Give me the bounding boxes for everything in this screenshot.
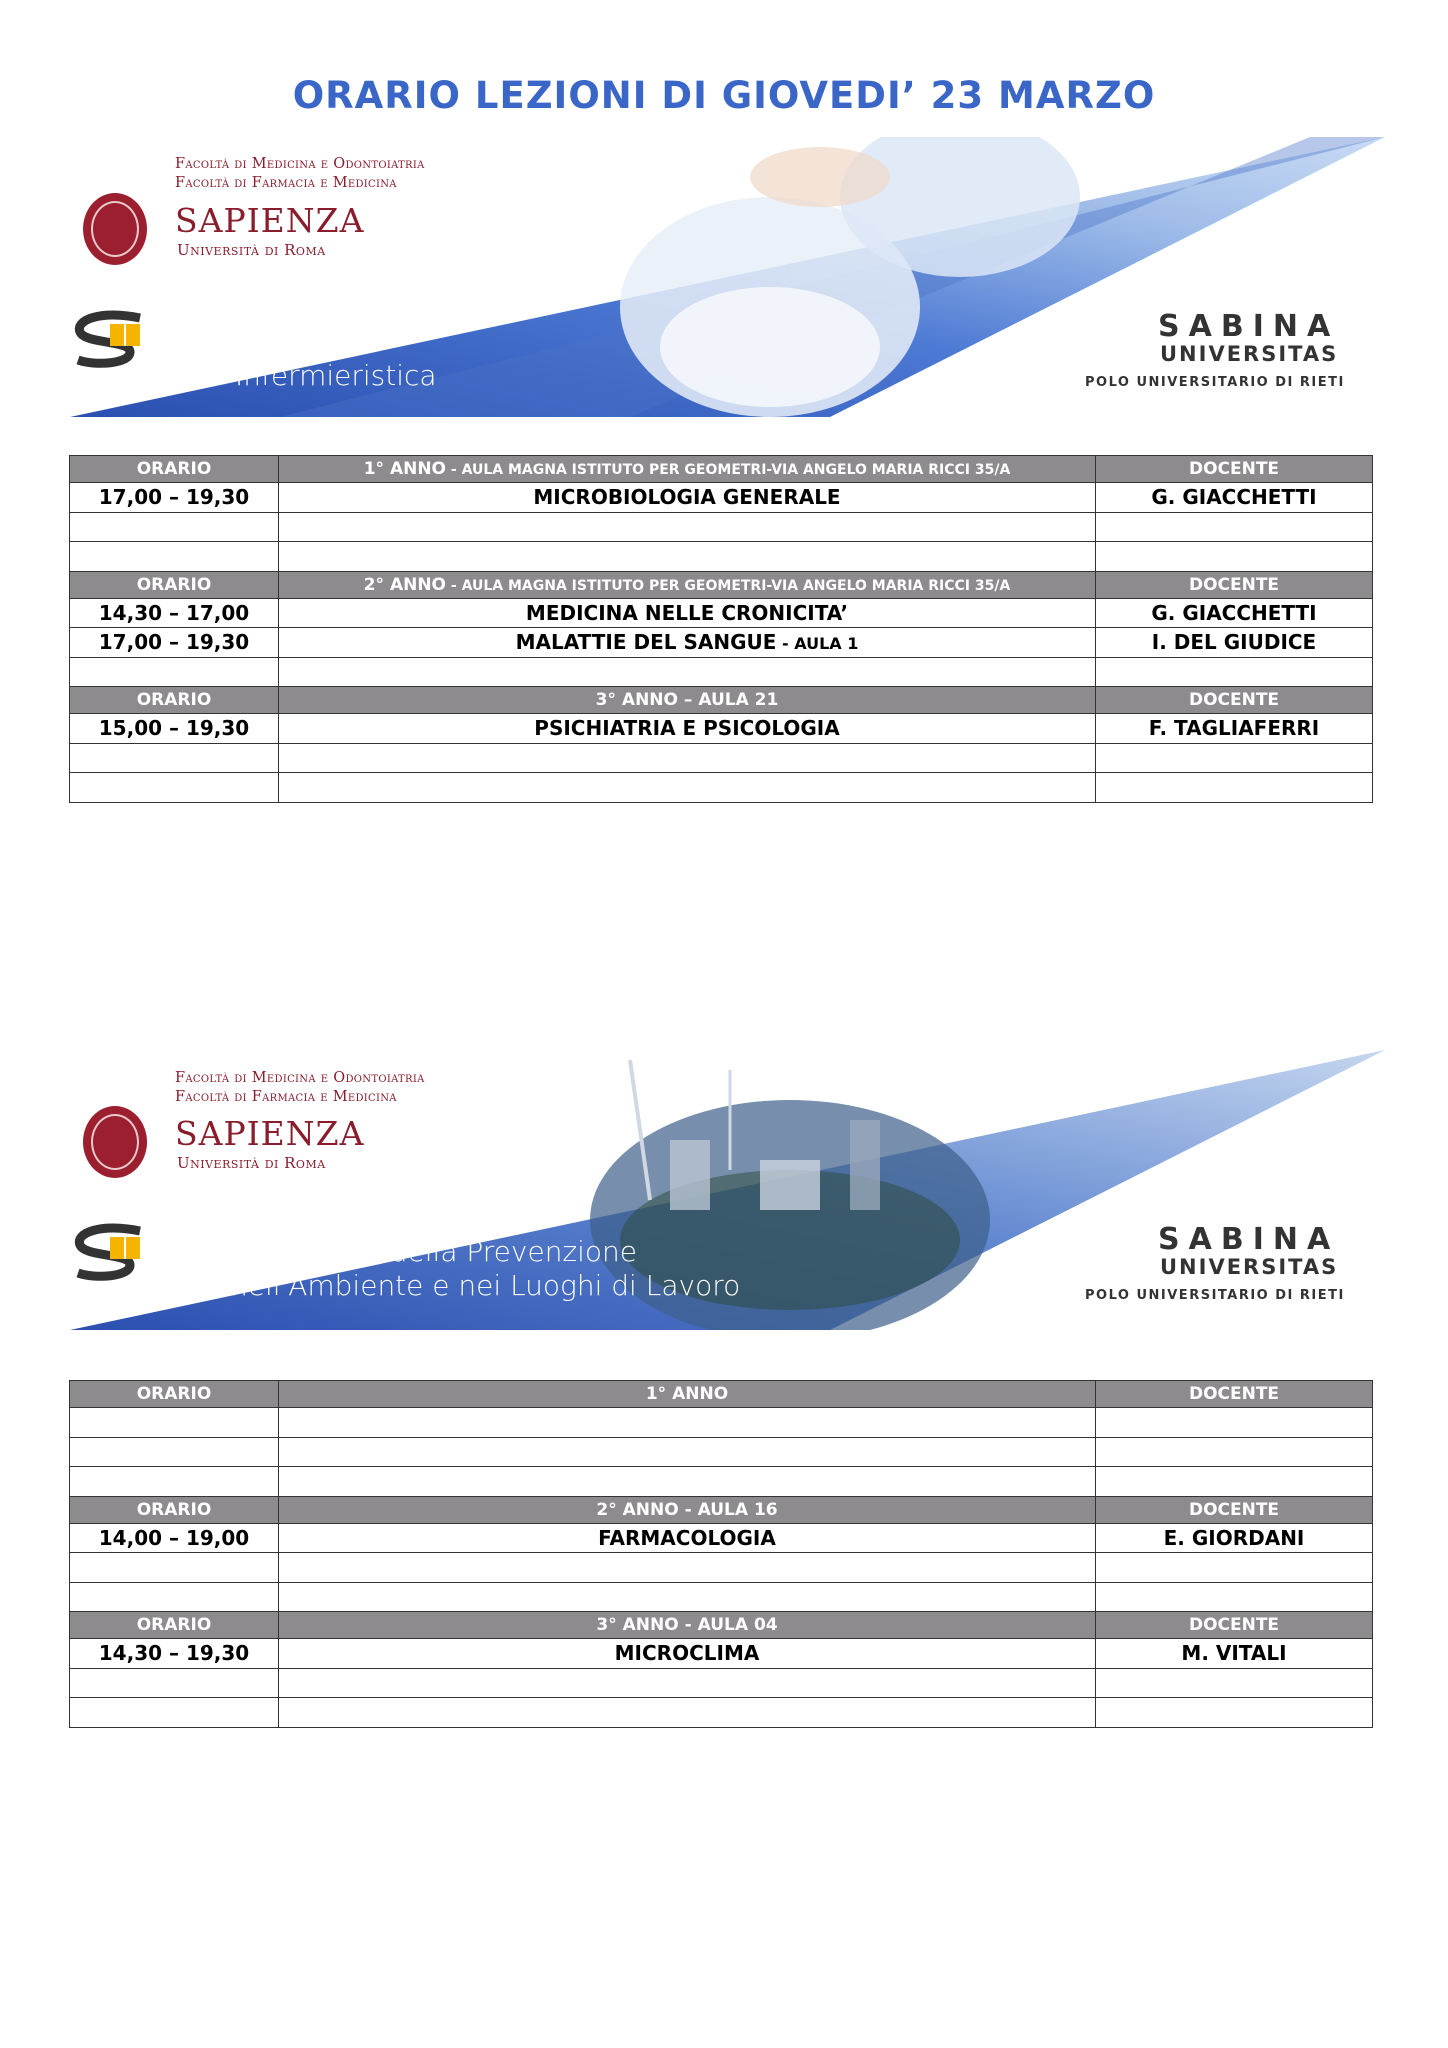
sabina-logo-icon — [70, 1223, 170, 1283]
university-subtitle: Università di Roma — [177, 241, 326, 259]
lesson-subject — [279, 483, 1096, 513]
lesson-teacher — [1096, 773, 1373, 803]
faculty-line-1: Facoltà di Medicina e Odontoiatria — [175, 156, 425, 172]
lesson-time — [70, 1698, 279, 1728]
lesson-time — [70, 542, 279, 572]
lesson-time — [70, 1582, 279, 1612]
course-column-header — [279, 571, 1096, 598]
sabina-logo-icon — [70, 310, 170, 370]
lesson-subject — [279, 1437, 1096, 1467]
lesson-teacher — [1096, 1668, 1373, 1698]
lesson-time — [70, 1668, 279, 1698]
table-row — [70, 1668, 1373, 1698]
lesson-teacher — [1096, 657, 1373, 687]
faculty-names — [175, 1069, 425, 1107]
faculty-line-2: Facoltà di Farmacia e Medicina — [175, 1089, 397, 1105]
lesson-subject — [279, 1467, 1096, 1497]
table-row — [70, 1523, 1373, 1553]
table-row — [70, 1582, 1373, 1612]
teacher-column-header: DOCENTE — [1096, 1612, 1373, 1639]
table-row — [70, 483, 1373, 513]
lesson-subject: MICROCLIMA — [279, 1639, 1096, 1669]
subject-name: PSICHIATRIA E PSICOLOGIA — [534, 716, 840, 741]
lesson-subject — [279, 1668, 1096, 1698]
subject-name: MICROBIOLOGIA GENERALE — [533, 485, 841, 510]
lesson-subject — [279, 1408, 1096, 1438]
time-column-header: ORARIO — [70, 571, 279, 598]
table-row — [70, 512, 1373, 542]
table-row — [70, 598, 1373, 628]
lesson-subject — [279, 512, 1096, 542]
table-row — [70, 1467, 1373, 1497]
sapienza-seal-icon — [83, 1106, 147, 1178]
course-title-line-1: Infermieristica — [235, 359, 437, 392]
lesson-teacher: I. DEL GIUDICE — [1096, 628, 1373, 658]
page-title: ORARIO LEZIONI DI GIOVEDI’ 23 MARZO — [292, 74, 1156, 117]
lesson-subject — [279, 598, 1096, 628]
lesson-teacher — [1096, 1437, 1373, 1467]
subject-name: MEDICINA NELLE CRONICITA’ — [525, 600, 849, 625]
partner-name: SABINA — [1158, 309, 1340, 344]
subject-room: - AULA 1 — [776, 634, 859, 654]
course-title — [235, 359, 437, 393]
university-name: SAPIENZA — [175, 201, 365, 240]
lesson-teacher — [1096, 1408, 1373, 1438]
lesson-teacher — [1096, 1467, 1373, 1497]
partner-name: SABINA — [1158, 1222, 1340, 1257]
lesson-teacher — [1096, 512, 1373, 542]
university-name: SAPIENZA — [175, 1114, 365, 1153]
course-column-header: 3° ANNO - AULA 04 — [279, 1612, 1096, 1639]
lesson-time — [70, 1408, 279, 1438]
course-column-header: 1° ANNO — [279, 1381, 1096, 1408]
banner-infermieristica — [70, 137, 1385, 417]
lesson-time: 17,00 – 19,30 — [70, 628, 279, 658]
lesson-time: 14,30 – 19,30 — [70, 1639, 279, 1669]
course-column-header — [279, 687, 1096, 714]
sapienza-seal-icon — [83, 193, 147, 265]
partner-tagline: POLO UNIVERSITARIO DI RIETI — [1085, 375, 1345, 390]
lesson-teacher: F. TAGLIAFERRI — [1096, 714, 1373, 744]
teacher-column-header: DOCENTE — [1096, 687, 1373, 714]
lesson-teacher: M. VITALI — [1096, 1639, 1373, 1669]
lesson-time: 14,00 – 19,00 — [70, 1523, 279, 1553]
table-row — [70, 773, 1373, 803]
faculty-line-2: Facoltà di Farmacia e Medicina — [175, 175, 397, 191]
lesson-time — [70, 657, 279, 687]
time-column-header: ORARIO — [70, 1612, 279, 1639]
table-row — [70, 1553, 1373, 1583]
lesson-time — [70, 743, 279, 773]
lesson-teacher: E. GIORDANI — [1096, 1523, 1373, 1553]
lesson-subject — [279, 714, 1096, 744]
lesson-time: 17,00 – 19,30 — [70, 483, 279, 513]
table-row — [70, 542, 1373, 572]
lesson-teacher — [1096, 1553, 1373, 1583]
lesson-subject — [279, 628, 1096, 658]
lesson-teacher: G. GIACCHETTI — [1096, 483, 1373, 513]
year-3-header-row — [70, 687, 1373, 714]
teacher-column-header: DOCENTE — [1096, 571, 1373, 598]
lesson-time — [70, 1553, 279, 1583]
lesson-subject — [279, 657, 1096, 687]
schedule-table-tecniche-prevenzione — [69, 1380, 1373, 1728]
lesson-subject — [279, 743, 1096, 773]
year-label: 1° ANNO — [363, 459, 447, 479]
subject-name: MALATTIE DEL SANGUE — [515, 630, 777, 655]
partner-subname: UNIVERSITAS — [1160, 1255, 1339, 1279]
lesson-teacher — [1096, 743, 1373, 773]
banner-tecniche-prevenzione — [70, 1050, 1385, 1330]
room-label: - AULA MAGNA ISTITUTO PER GEOMETRI-VIA ANGELO MARIA RICCI 35/A — [446, 462, 1011, 478]
year-label: 2° ANNO — [363, 574, 447, 595]
lesson-teacher: G. GIACCHETTI — [1096, 598, 1373, 628]
year-2-header-row — [70, 571, 1373, 598]
time-column-header: ORARIO — [70, 687, 279, 714]
course-title-line-2: nell'Ambiente e nei Luoghi di Lavoro — [230, 1269, 741, 1302]
room-label: - AULA MAGNA ISTITUTO PER GEOMETRI-VIA ANGELO MARIA RICCI 35/A — [446, 577, 1011, 594]
university-subtitle: Università di Roma — [177, 1154, 326, 1172]
faculty-line-1: Facoltà di Medicina e Odontoiatria — [175, 1070, 425, 1086]
teacher-column-header: DOCENTE — [1096, 456, 1373, 483]
partner-tagline: POLO UNIVERSITARIO DI RIETI — [1085, 1288, 1345, 1303]
lesson-time — [70, 512, 279, 542]
lesson-time — [70, 1467, 279, 1497]
lesson-teacher — [1096, 542, 1373, 572]
schedule-table-infermieristica — [69, 455, 1373, 803]
table-row — [70, 1639, 1373, 1669]
lesson-time: 15,00 – 19,30 — [70, 714, 279, 744]
partner-subname: UNIVERSITAS — [1160, 342, 1339, 366]
lesson-teacher — [1096, 1582, 1373, 1612]
lesson-subject — [279, 1553, 1096, 1583]
teacher-column-header: DOCENTE — [1096, 1496, 1373, 1523]
table-row — [70, 1408, 1373, 1438]
course-title-line-1: Tecniche della Prevenzione — [260, 1235, 638, 1268]
year-3-header-row — [70, 1612, 1373, 1639]
lesson-time — [70, 773, 279, 803]
lesson-subject — [279, 1582, 1096, 1612]
lesson-subject — [279, 773, 1096, 803]
faculty-names — [175, 155, 425, 193]
table-row — [70, 714, 1373, 744]
lesson-subject — [279, 1698, 1096, 1728]
year-label: 3° ANNO – AULA 21 — [595, 690, 779, 710]
table-row — [70, 743, 1373, 773]
lesson-subject — [279, 542, 1096, 572]
time-column-header: ORARIO — [70, 1496, 279, 1523]
teacher-column-header: DOCENTE — [1096, 1381, 1373, 1408]
year-1-header-row — [70, 456, 1373, 483]
year-1-header-row — [70, 1381, 1373, 1408]
time-column-header: ORARIO — [70, 1381, 279, 1408]
table-row — [70, 1437, 1373, 1467]
lesson-subject: FARMACOLOGIA — [279, 1523, 1096, 1553]
year-2-header-row — [70, 1496, 1373, 1523]
lesson-time: 14,30 – 17,00 — [70, 598, 279, 628]
course-column-header — [279, 456, 1096, 483]
table-row — [70, 1698, 1373, 1728]
course-title — [230, 1235, 740, 1303]
table-row — [70, 657, 1373, 687]
course-column-header: 2° ANNO - AULA 16 — [279, 1496, 1096, 1523]
lesson-time — [70, 1437, 279, 1467]
lesson-teacher — [1096, 1698, 1373, 1728]
table-row — [70, 628, 1373, 658]
time-column-header: ORARIO — [70, 456, 279, 483]
